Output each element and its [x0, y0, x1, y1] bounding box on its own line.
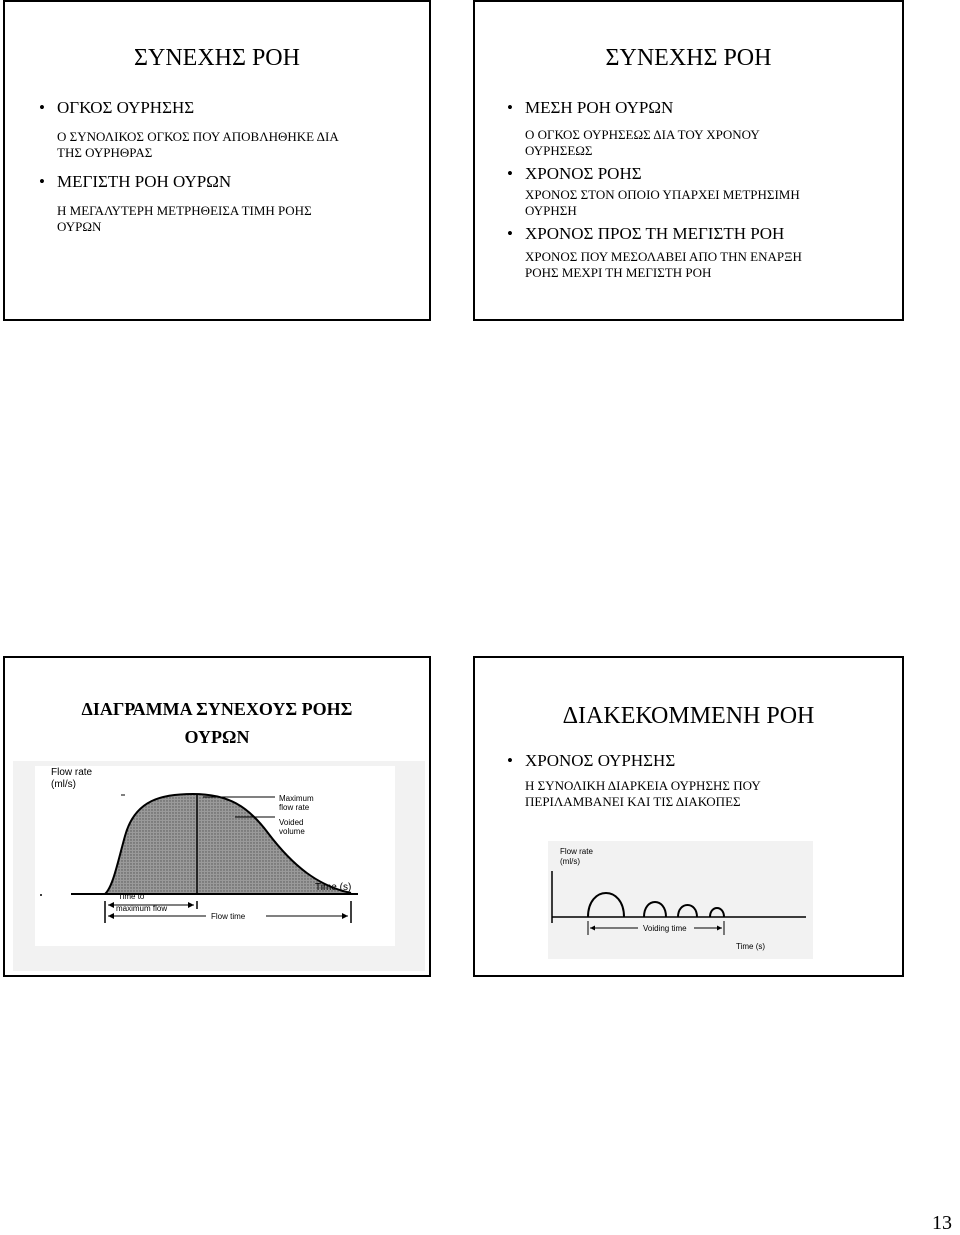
bullet-heading: ΧΡΟΝΟΣ ΠΡΟΣ ΤΗ ΜΕΓΙΣΤΗ ΡΟΗ: [525, 224, 785, 243]
slide-intermittent-flow: [473, 656, 904, 977]
bullet-heading: ΧΡΟΝΟΣ ΡΟΗΣ: [525, 164, 642, 183]
flow-time-label: Flow time: [211, 912, 246, 921]
diagram-background: [548, 841, 813, 959]
voiding-time-label: Voiding time: [643, 924, 687, 933]
bullet-heading: ΟΓΚΟΣ ΟΥΡΗΣΗΣ: [57, 98, 195, 117]
time-to-max-label-line2: maximum flow: [116, 904, 168, 913]
intermittent-flow-diagram: [548, 841, 813, 959]
slide-title: ΣΥΝΕΧΗΣ ΡΟΗ: [134, 45, 300, 71]
bullet-heading: ΜΕΣΗ ΡΟΗ ΟΥΡΩΝ: [525, 98, 674, 117]
bullet-icon: •: [507, 164, 513, 183]
slide-continuous-flow-diagram: [3, 656, 431, 977]
y-axis-label: Flow rate: [560, 847, 593, 856]
page-number: 13: [932, 1212, 952, 1234]
description-line: ΧΡΟΝΟΣ ΠΟΥ ΜΕΣΟΛΑΒΕΙ ΑΠΟ ΤΗΝ ΕΝΑΡΞΗ: [525, 249, 802, 264]
slide-continuous-flow-1: [3, 0, 431, 321]
voided-volume-label: Voided: [279, 818, 304, 827]
bullet-icon: •: [507, 224, 513, 243]
bullet-description: [57, 203, 312, 235]
bullet-icon: •: [507, 751, 513, 770]
voided-volume-label-line2: volume: [279, 827, 305, 836]
bullet-icon: •: [507, 98, 513, 117]
slide-title: ΔΙΑΓΡΑΜΜΑ ΣΥΝΕΧΟΥΣ ΡΟΗΣ: [81, 699, 353, 719]
description-line: ΧΡΟΝΟΣ ΣΤΟΝ ΟΠΟΙΟ ΥΠΑΡΧΕΙ ΜΕΤΡΗΣΙΜΗ: [525, 187, 800, 202]
x-axis-label: Time (s): [736, 942, 766, 951]
description-line: Ο ΟΓΚΟΣ ΟΥΡΗΣΕΩΣ ΔΙΑ ΤΟΥ ΧΡΟΝΟΥ: [525, 127, 760, 142]
description-line: Η ΜΕΓΑΛΥΤΕΡΗ ΜΕΤΡΗΘΕΙΣΑ ΤΙΜΗ ΡΟΗΣ: [57, 203, 312, 218]
origin-dot: [40, 894, 42, 896]
slide-title: ΣΥΝΕΧΗΣ ΡΟΗ: [605, 45, 772, 71]
description-line: ΟΥΡΗΣΗ: [525, 203, 577, 218]
y-axis-unit: (ml/s): [560, 857, 580, 866]
bullet-item: [507, 224, 784, 244]
y-axis-unit: (ml/s): [51, 779, 76, 790]
bullet-description: [57, 129, 339, 161]
bullet-icon: •: [39, 98, 45, 117]
max-flow-label-line2: flow rate: [279, 803, 310, 812]
time-to-max-label: Time to: [118, 892, 145, 901]
bullet-item: [507, 98, 673, 118]
slide-continuous-flow-2: [473, 0, 904, 321]
bullet-description: [525, 127, 760, 159]
bullet-icon: •: [39, 172, 45, 191]
bullet-heading: ΜΕΓΙΣΤΗ ΡΟΗ ΟΥΡΩΝ: [57, 172, 232, 191]
description-line: Η ΣΥΝΟΛΙΚΗ ΔΙΑΡΚΕΙΑ ΟΥΡΗΣΗΣ ΠΟΥ: [525, 778, 761, 793]
bullet-item: [507, 164, 642, 184]
description-line: Ο ΣΥΝΟΛΙΚΟΣ ΟΓΚΟΣ ΠΟΥ ΑΠΟΒΛΗΘΗΚΕ ΔΙΑ: [57, 129, 339, 144]
bullet-heading: ΧΡΟΝΟΣ ΟΥΡΗΣΗΣ: [525, 751, 676, 770]
continuous-flow-diagram: [13, 761, 425, 971]
description-line: ΤΗΣ ΟΥΡΗΘΡΑΣ: [57, 145, 153, 160]
x-axis-label: Time (s): [315, 882, 352, 893]
bullet-description: [525, 187, 800, 219]
slide-title-line2: ΟΥΡΩΝ: [184, 727, 250, 747]
description-line: ΟΥΡΩΝ: [57, 219, 102, 234]
bullet-item: [39, 172, 231, 192]
bullet-description: [525, 249, 802, 281]
slide-title: ΔΙΑΚΕΚΟΜΜΕΝΗ ΡΟΗ: [562, 703, 815, 729]
description-line: ΡΟΗΣ ΜΕΧΡΙ ΤΗ ΜΕΓΙΣΤΗ ΡΟΗ: [525, 265, 712, 280]
max-flow-label: Maximum: [279, 794, 314, 803]
bullet-item: [39, 98, 194, 118]
bullet-item: [507, 751, 675, 771]
description-line: ΠΕΡΙΛΑΜΒΑΝΕΙ ΚΑΙ ΤΙΣ ΔΙΑΚΟΠΕΣ: [525, 794, 741, 809]
bullet-description: [525, 778, 761, 810]
description-line: ΟΥΡΗΣΕΩΣ: [525, 143, 593, 158]
y-axis-label: Flow rate: [51, 767, 93, 778]
